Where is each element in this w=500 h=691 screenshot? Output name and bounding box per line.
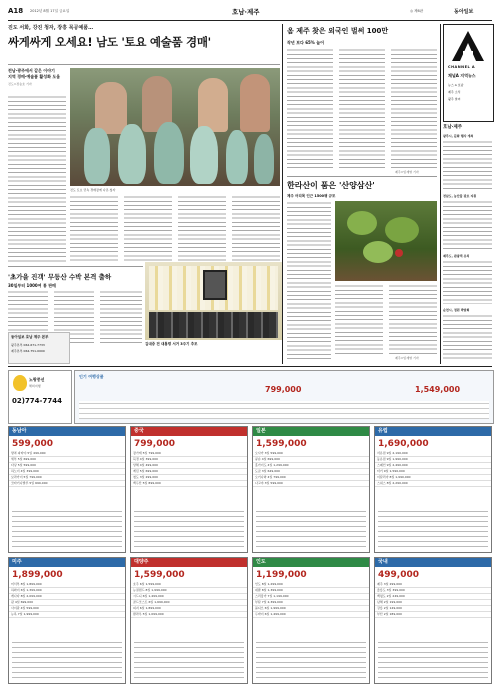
right-column-header: 호남·제주: [443, 125, 463, 130]
ad-row: 상해 4일 499,000: [131, 463, 247, 469]
page-header: [8, 6, 492, 20]
sanyang-body-2: [335, 284, 437, 354]
vase-1: [84, 128, 110, 184]
channel-logo-text: CHANNEL A: [448, 65, 476, 69]
ad-box: [252, 557, 370, 684]
balloon-icon: [13, 375, 27, 391]
ad-row: 서유럽 9일 2,190,000: [375, 451, 491, 457]
ad-grid: [8, 426, 492, 684]
right-item-1: 광주시, 문화 행사 개최: [443, 134, 474, 138]
ad-row: 몰디브 6일 1,999,000: [253, 606, 369, 612]
ad-box: [8, 557, 126, 684]
ad-row: 북경 4일 399,000: [131, 457, 247, 463]
channel-title: 채널A 지역뉴스: [448, 73, 476, 78]
story-headline: 싸게싸게 오세요! 남도 '토요 예술품 경매': [8, 35, 211, 49]
bottom-story-headline: '초가을 진객' 무등산 수박 본격 출하: [8, 273, 112, 281]
ad-phone: 02)774-7744: [12, 397, 62, 405]
vase-2: [118, 124, 146, 184]
ad-row: 스페인 9일 2,490,000: [375, 463, 491, 469]
ad-box-title: 인도: [253, 558, 369, 567]
ad-box: [252, 426, 370, 553]
sanyang-body: [287, 201, 331, 361]
ad-row: 시드니 6일 1,499,000: [131, 594, 247, 600]
strip-label: 인기 여행상품: [79, 374, 104, 379]
ad-box-big-price: 1,599,000: [256, 439, 307, 449]
mid-subhead: 작년 보다 65% 늘어: [287, 40, 324, 45]
channel-item-3: 광주 날씨: [448, 97, 461, 101]
mid-byline: 제주=임재영 기자: [395, 170, 419, 174]
ad-row: 캐나다 8일 2,099,000: [9, 594, 125, 600]
channel-box: [443, 24, 494, 122]
ad-box-title: 미주: [9, 558, 125, 567]
ad-row: 스리랑카 7일 1,199,000: [253, 594, 369, 600]
ad-row: 백령도 2일 249,000: [375, 594, 491, 600]
ad-row: 이탈리아 8일 1,990,000: [375, 475, 491, 481]
sanyang-subhead: 제주 어리목 인근 1500평 규모: [287, 194, 336, 198]
strip-price-2: 1,549,000: [415, 385, 461, 394]
main-photo: [70, 68, 280, 186]
ad-row: 스위스 8일 2,290,000: [375, 481, 491, 487]
memorial-caption: 김대중 전 대통령 서거 3주기 추모: [145, 342, 198, 346]
ad-row: 큐슈 4일 699,000: [253, 457, 369, 463]
story-subhead-2: 지역 경매·예술품 활성화 도움: [8, 74, 61, 79]
left-story: [8, 24, 280, 64]
sanyang-photo: [335, 201, 437, 281]
mid-body: [287, 48, 437, 168]
sanyang-rule: [287, 176, 437, 177]
ad-row: 세부 5일 699,000: [9, 457, 125, 463]
info-box-title: 동아일보 호남 제주 본부: [11, 335, 49, 339]
ad-row: 다낭 5일 599,000: [9, 463, 125, 469]
right-item-3: 제주도, 관광객 유치: [443, 254, 470, 258]
ad-row: 뉴욕 7일 1,999,000: [9, 612, 125, 618]
vase-6: [254, 134, 274, 184]
ad-row: 인도 8일 1,299,000: [253, 582, 369, 588]
ad-row: 미서부 8일 1,899,000: [9, 582, 125, 588]
vase-5: [226, 130, 248, 184]
info-box-line-1: 광주본부 062-671-7733: [11, 343, 45, 347]
ad-row: 터키 9일 1,590,000: [375, 469, 491, 475]
ad-row: 도쿄 3일 649,000: [253, 469, 369, 475]
ad-row: 두바이 6일 1,499,000: [253, 612, 369, 618]
right-body-4: [443, 314, 492, 362]
ad-box: [374, 426, 492, 553]
ad-fine-print: [378, 640, 488, 680]
left-bottom-rule: [8, 266, 143, 267]
ad-row: 네팔 8일 1,399,000: [253, 588, 369, 594]
ad-row: 오사카 3일 599,000: [253, 451, 369, 457]
photo-person-4: [240, 74, 270, 132]
ad-box-big-price: 799,000: [134, 439, 175, 449]
ad-row: 나고야 3일 599,000: [253, 481, 369, 487]
vase-3: [154, 122, 184, 184]
section-title: 호남·제주: [232, 8, 260, 16]
ad-company: 노랑풍선: [29, 377, 45, 382]
ad-row: 괌 4일 699,000: [9, 600, 125, 606]
ginseng-leaves-2: [385, 217, 419, 243]
ad-row: 보라카이 5일 799,000: [9, 475, 125, 481]
ad-row: 호주 6일 1,599,000: [131, 582, 247, 588]
info-box-line-2: 제주본부 064-751-0000: [11, 349, 45, 353]
right-body-2: [443, 200, 492, 250]
cover-label: ◎ 제6판: [410, 9, 424, 13]
strip-price-1: 799,000: [265, 385, 302, 394]
ad-row: 하와이 6일 1,399,000: [9, 588, 125, 594]
ad-fine-print: [378, 509, 488, 549]
ad-box: [374, 557, 492, 684]
channel-item-1: 뉴스 A 호남: [448, 83, 464, 87]
ad-fine-print: [256, 509, 366, 549]
ginseng-leaves-3: [363, 241, 393, 263]
ad-row: 장가계 5일 799,000: [131, 451, 247, 457]
header-rule: [8, 20, 492, 21]
ad-row: 팔라우 5일 1,099,000: [131, 612, 247, 618]
story-byline: 진도=정승호 기자: [8, 82, 32, 86]
ginseng-berries: [395, 249, 403, 257]
ad-row: 청도 3일 299,000: [131, 475, 247, 481]
ad-row: 코타키나발루 5일 699,000: [9, 481, 125, 487]
right-body-1: [443, 140, 492, 190]
story-subhead-1: 전남·광주에서 같은 이야기: [8, 68, 55, 73]
sanyang-headline: 한라산이 품은 '산양삼산': [287, 181, 375, 190]
ad-box-big-price: 1,199,000: [256, 570, 307, 580]
ad-row: 남해 2일 199,000: [375, 600, 491, 606]
ad-row: 사이판 4일 599,000: [9, 606, 125, 612]
ad-fine-print: [12, 509, 122, 549]
strip-rows: [79, 401, 489, 419]
ad-top-strip: [74, 370, 494, 424]
left-story-subheads: [8, 68, 66, 86]
ad-row: 울릉도 3일 399,000: [375, 588, 491, 594]
right-item-2: 전남도, 농산물 판로 지원: [443, 194, 477, 198]
ad-box: [130, 557, 248, 684]
right-item-4: 순천시, 정원 박람회: [443, 308, 470, 312]
ad-box-title: 중국: [131, 427, 247, 436]
left-body-col1: [8, 95, 66, 263]
info-box: [8, 332, 70, 364]
ad-row: 하노이 4일 399,000: [9, 469, 125, 475]
headline-rule: [8, 64, 280, 65]
memorial-portrait: [203, 270, 227, 300]
date-line: 2012년 8월 17일 금요일: [30, 9, 70, 13]
photo-person-1: [95, 82, 127, 134]
channel-a-icon: [448, 29, 488, 63]
story-kicker: 진도 서화, 강진 청자, 장흥 목공예품…: [8, 25, 94, 31]
photo-person-3: [198, 78, 228, 132]
ginseng-leaves-1: [347, 211, 377, 235]
ad-row: 강릉 2일 149,000: [375, 606, 491, 612]
ad-box-title: 일본: [253, 427, 369, 436]
left-body-cols: [70, 195, 280, 263]
ad-row: 오키나와 4일 799,000: [253, 475, 369, 481]
ad-row: 제주 3일 299,000: [375, 582, 491, 588]
ad-box-title: 동남아: [9, 427, 125, 436]
ad-box-big-price: 1,599,000: [134, 570, 185, 580]
bottom-story-subhead: 30일부터 1000여 통 판매: [8, 283, 56, 288]
ad-row: 부탄 7일 2,399,000: [253, 600, 369, 606]
ad-top-rule: [8, 366, 492, 367]
ad-fine-print: [256, 640, 366, 680]
ad-fine-print: [12, 640, 122, 680]
photo-caption: 진도 토요 민속 경매장에 나온 청자: [70, 188, 116, 192]
ad-row: 백두산 5일 899,000: [131, 481, 247, 487]
ad-box-big-price: 1,899,000: [12, 570, 63, 580]
ad-box-title: 국내: [375, 558, 491, 567]
ad-box-title: 유럽: [375, 427, 491, 436]
ad-box: [8, 426, 126, 553]
mid-kicker: 옴 제주 찾은 외국인 벌써 100만: [287, 27, 389, 35]
ad-row: 동유럽 9일 1,990,000: [375, 457, 491, 463]
memorial-photo: [145, 262, 282, 340]
page-number: A18: [8, 7, 24, 15]
ad-row: 홋카이도 4일 1,299,000: [253, 463, 369, 469]
ad-row: 피지 6일 1,899,000: [131, 606, 247, 612]
ad-row: 골드코스트 6일 1,699,000: [131, 600, 247, 606]
ad-box-big-price: 499,000: [378, 570, 419, 580]
ad-box: [130, 426, 248, 553]
ad-tagline: 해외여행: [29, 384, 41, 388]
right-body-3: [443, 260, 492, 304]
ad-row: 계림 5일 699,000: [131, 469, 247, 475]
ad-fine-print: [134, 640, 244, 680]
channel-a-logo: [448, 29, 488, 63]
masthead: 동아일보: [454, 9, 474, 15]
ad-box-big-price: 1,690,000: [378, 439, 429, 449]
mourners: [149, 312, 278, 338]
mid-column-rule: [282, 24, 283, 364]
vase-4: [190, 126, 218, 184]
ad-box-big-price: 599,000: [12, 439, 53, 449]
ad-row: 부산 2일 189,000: [375, 612, 491, 618]
sanyang-byline: 제주=임재영 기자: [395, 356, 419, 360]
ad-row: 방콕 파타야 5일 499,000: [9, 451, 125, 457]
right-column-rule: [440, 24, 441, 364]
ad-fine-print: [134, 509, 244, 549]
channel-item-2: 제주 소식: [448, 90, 461, 94]
travel-phone-ad: [8, 370, 72, 424]
ad-row: 뉴질랜드 8일 1,999,000: [131, 588, 247, 594]
ad-box-title: 대양주: [131, 558, 247, 567]
